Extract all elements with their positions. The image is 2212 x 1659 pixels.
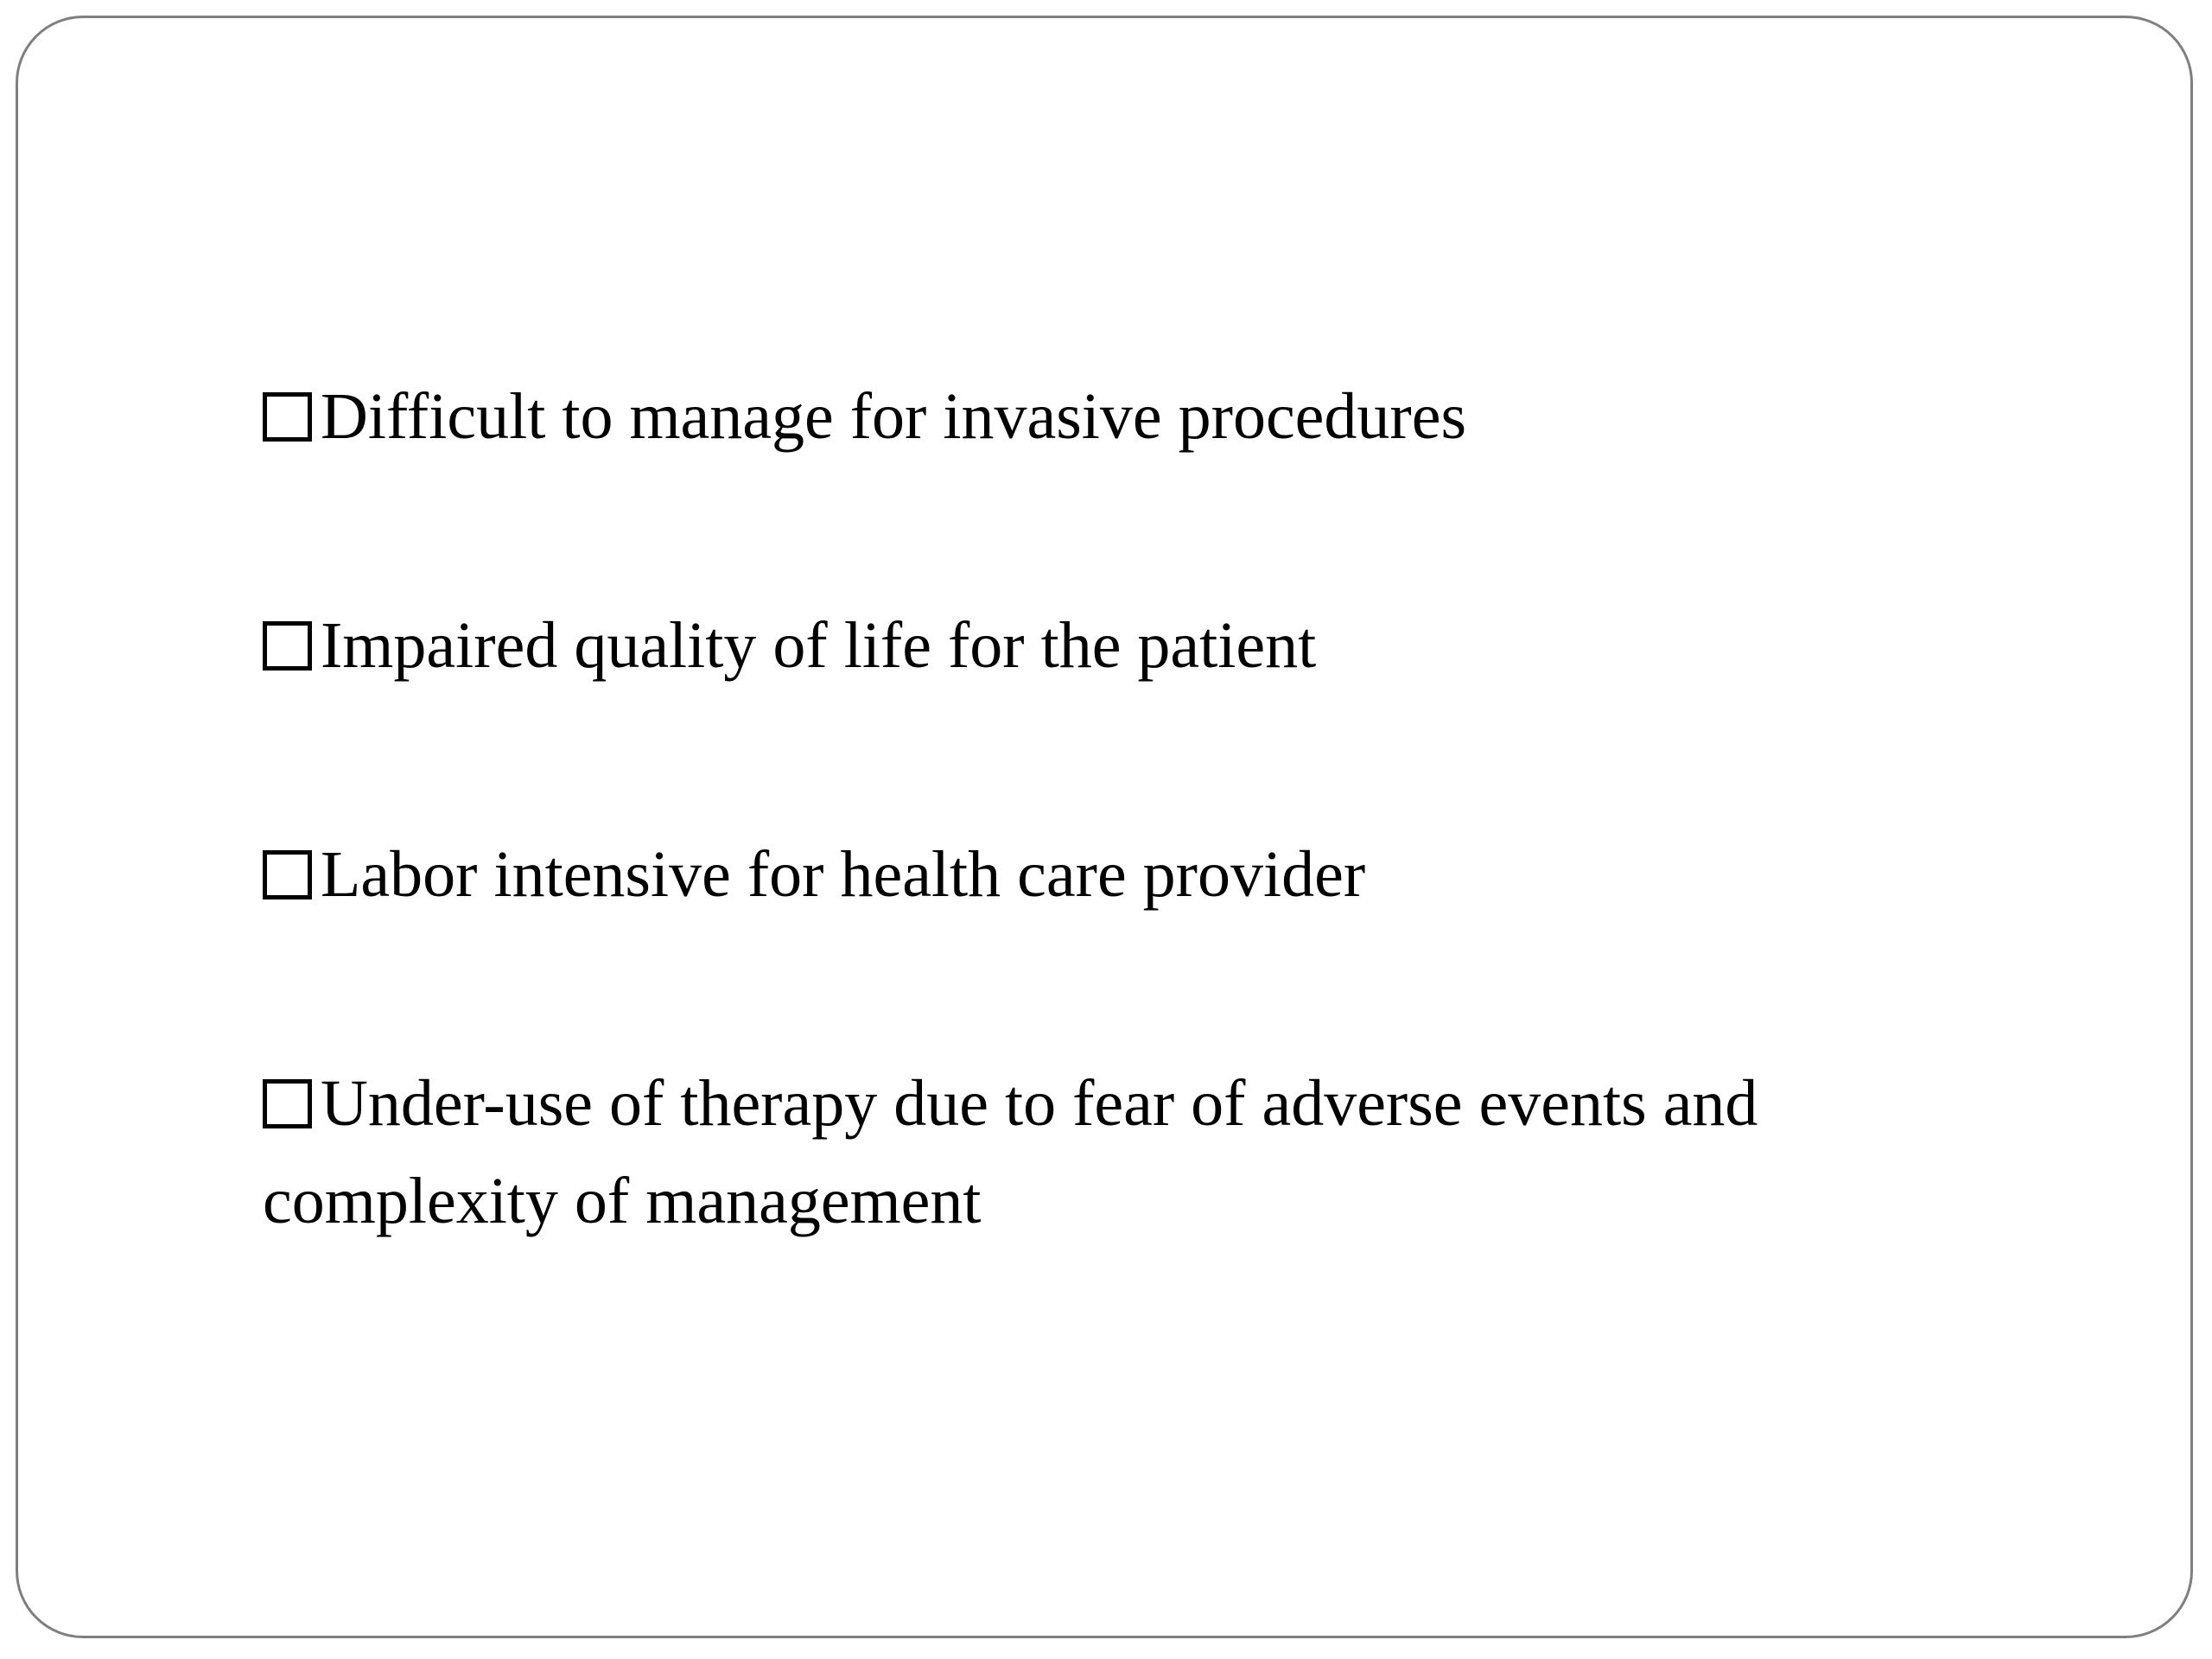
bullet-text: Impaired quality of life for the patient [321, 609, 1317, 682]
checkbox-icon [263, 392, 312, 442]
bullet-item [263, 368, 2060, 466]
checkbox-icon [263, 621, 312, 671]
checkbox-icon [263, 1079, 312, 1128]
bullet-item [263, 1055, 2060, 1250]
slide-frame [16, 16, 2193, 1638]
bullet-text: Under-use of therapy due to fear of adverse events and complexity of management [263, 1067, 1758, 1237]
bullet-text: Labor intensive for health care provider [321, 838, 1366, 911]
bullet-item [263, 597, 2060, 695]
bullet-text: Difficult to manage for invasive procedures [321, 380, 1467, 453]
checkbox-icon [263, 850, 312, 899]
bullet-item [263, 826, 2060, 924]
bullet-list [263, 368, 2060, 1382]
